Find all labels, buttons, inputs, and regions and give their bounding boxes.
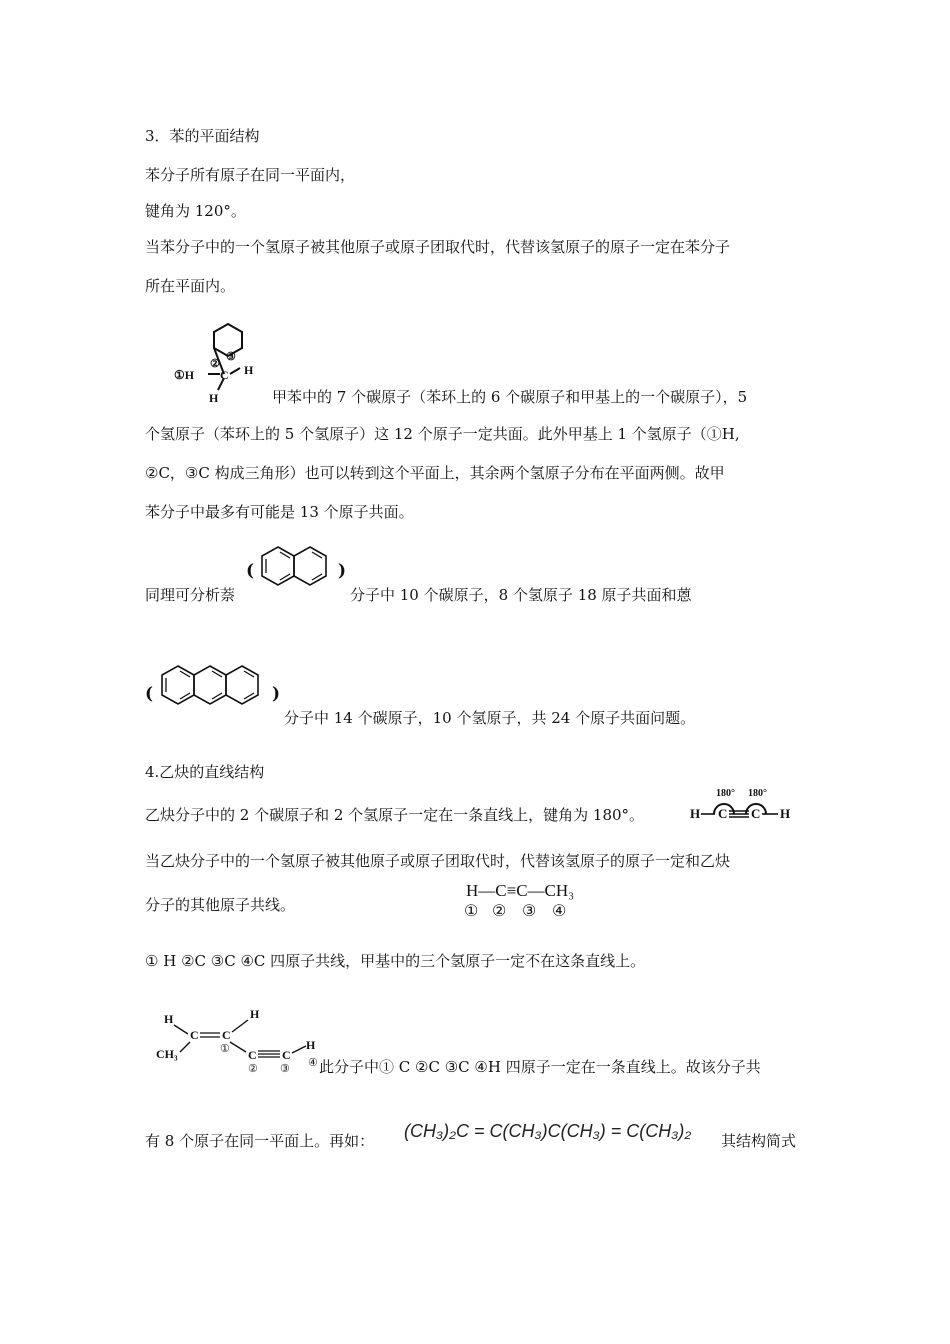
anthracene-text: 分子中 14 个碳原子，10 个氢原子，共 24 个原子共面问题。: [284, 709, 696, 727]
section4-paragraph-1: 乙炔分子中的 2 个碳原子和 2 个氢原子一定在一条直线上，键角为 180°。: [145, 806, 645, 824]
label-h1: ①H: [174, 368, 195, 382]
svg-text:CH₃: CH₃: [156, 1047, 178, 1061]
svg-text:③: ③: [522, 903, 537, 920]
label-h-right: H: [244, 363, 254, 377]
section4-paragraph-3: ① H ②C ③C ④C 四原子共线，甲基中的三个氢原子一定不在这条直线上。: [145, 952, 646, 970]
label-c: C: [220, 368, 229, 382]
label-c2: ②: [210, 358, 220, 370]
paren-open-2: (: [145, 684, 154, 704]
section3-heading: 3．苯的平面结构: [145, 127, 260, 145]
paren-close: ): [338, 561, 347, 581]
svg-text:180°: 180°: [748, 788, 767, 799]
dimethyl-diene-formula: (CH₃)₂C = C(CH₃)C(CH₃) = C(CH₃)₂: [404, 1121, 692, 1141]
svg-text:H: H: [164, 1012, 174, 1026]
svg-text:①: ①: [464, 903, 479, 920]
svg-text:C: C: [751, 806, 761, 821]
section3-paragraph-3b: 所在平面内。: [145, 277, 236, 295]
toluene-text-2: 个氢原子（苯环上的 5 个氢原子）这 12 个原子一定共面。此外甲基上 1 个氢原子（①H,: [145, 425, 740, 443]
label-h-bottom: H: [209, 391, 219, 405]
svg-text:C: C: [190, 1028, 199, 1042]
toluene-structure-figure: [168, 318, 268, 413]
naphthalene-text: 分子中 10 个碳原子，8 个氢原子 18 原子共面和蒽: [350, 586, 692, 604]
section4-paragraph-2b: 分子的其他原子共线。: [145, 896, 296, 914]
propyne-structure: [464, 876, 604, 920]
section3-paragraph-2: 键角为 120°。: [145, 202, 246, 220]
anthracene-structure: [160, 662, 280, 718]
svg-text:C: C: [248, 1048, 257, 1062]
svg-text:②: ②: [492, 903, 507, 920]
section4-paragraph-5-lead: 有 8 个原子在同一平面上。再如：: [145, 1132, 375, 1150]
svg-text:H: H: [306, 1038, 316, 1052]
label-c3: ③: [226, 351, 236, 363]
section3-paragraph-1: 苯分子所有原子在同一平面内，: [145, 166, 356, 184]
svg-text:H—C≡C—CH₃: H—C≡C—CH₃: [466, 881, 575, 900]
svg-text:C: C: [718, 806, 728, 821]
acetylene-structure: [688, 786, 800, 826]
svg-text:②: ②: [248, 1063, 258, 1075]
paren-close-2: ): [272, 684, 281, 704]
svg-text:④: ④: [308, 1057, 318, 1069]
toluene-text-1: 甲苯中的 7 个碳原子（苯环上的 6 个碳原子和甲基上的一个碳原子），5: [272, 388, 748, 406]
toluene-text-4: 苯分子中最多有可能是 13 个原子共面。: [145, 503, 414, 521]
section3-paragraph-3a: 当苯分子中的一个氢原子被其他原子或原子团取代时，代替该氢原子的原子一定在苯分子: [145, 238, 731, 256]
svg-text:H: H: [690, 806, 701, 821]
svg-text:④: ④: [552, 903, 567, 920]
svg-text:③: ③: [280, 1063, 290, 1075]
naphthalene-lead-text: 同理可分析萘: [145, 586, 236, 604]
naphthalene-structure: [258, 545, 338, 597]
section4-paragraph-5-tail: 其结构简式: [721, 1132, 797, 1150]
paren-open: (: [246, 561, 255, 581]
section4-paragraph-2a: 当乙炔分子中的一个氢原子被其他原子或原子团取代时，代替该氢原子的原子一定和乙炔: [145, 852, 731, 870]
section4-paragraph-4: 此分子中① C ②C ③C ④H 四原子一定在一条直线上。故该分子共: [319, 1058, 761, 1076]
section4-heading: 4.乙炔的直线结构: [145, 763, 265, 781]
svg-text:H: H: [250, 1007, 260, 1021]
svg-text:H: H: [780, 806, 791, 821]
toluene-text-3: ②C，③C 构成三角形）也可以转到这个平面上，其余两个氢原子分布在平面两侧。故甲: [145, 464, 725, 482]
enyne-structure: [152, 1006, 322, 1086]
svg-text:C: C: [222, 1028, 231, 1042]
svg-text:180°: 180°: [716, 788, 735, 799]
svg-text:①: ①: [220, 1043, 230, 1055]
svg-text:C: C: [282, 1048, 291, 1062]
